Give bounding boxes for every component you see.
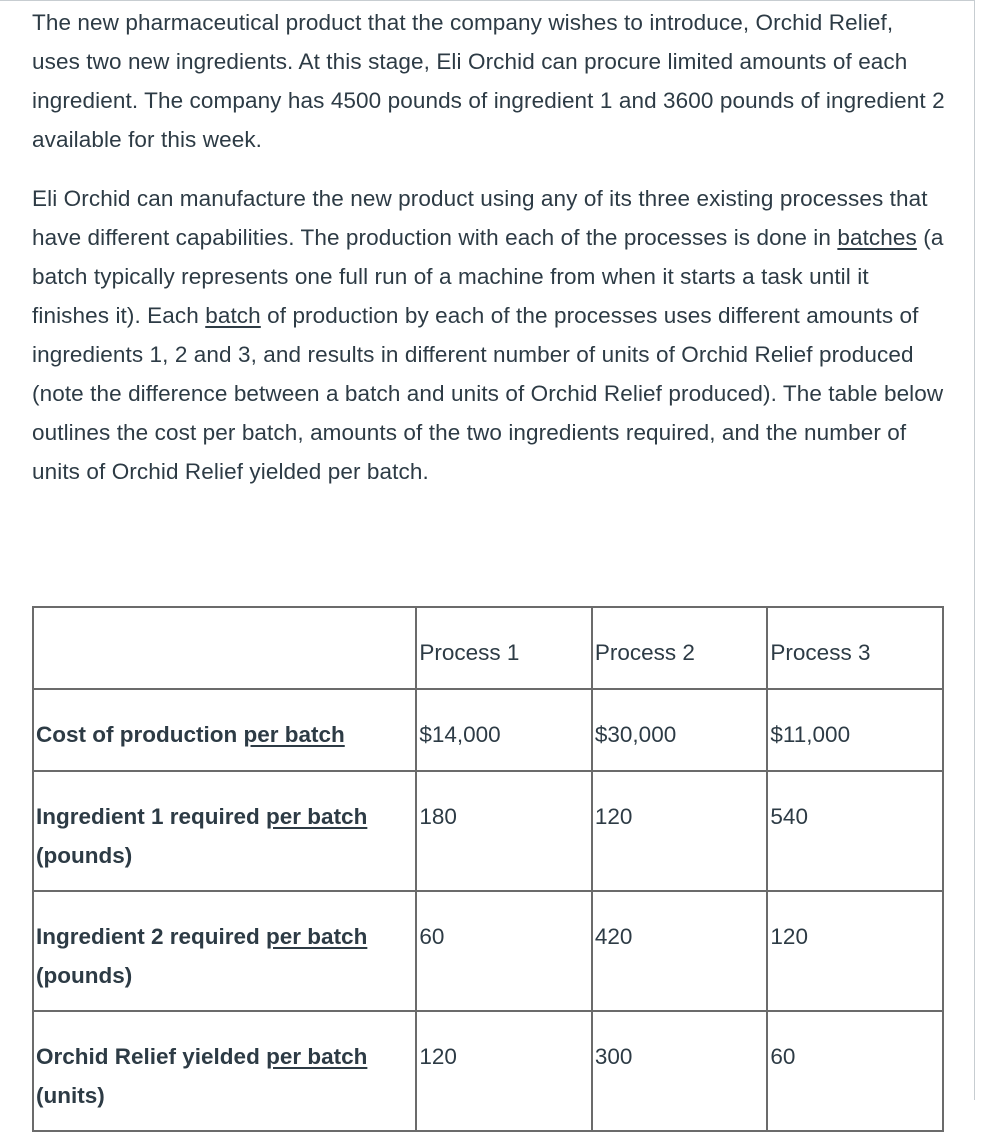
cell-ingredient-2-process-1: 60 (416, 891, 592, 1011)
process-paragraph-text: Eli Orchid can manufacture the new product using any of its three existing processes that have different capabilities. The production with each of the processes is done in (32, 186, 928, 250)
process-paragraph-text: of production by each of the processes uses different amounts of ingredients 1, 2 and 3, and results in different number of units of Orchid Relief produced (note the difference between a batch and units of Orchid Relief produced). The table below outlines the cost per batch, amounts of the two ingredients required, and the number of units of Orchid Relief yielded per batch. (32, 303, 944, 484)
cell-ingredient-2-process-2: 420 (592, 891, 768, 1011)
cell-yield-process-2: 300 (592, 1011, 768, 1131)
scroll-gutter (976, 0, 986, 1100)
row-label-text: Ingredient 1 required (36, 804, 267, 829)
intro-paragraph: The new pharmaceutical product that the company wishes to introduce, Orchid Relief, uses two new ingredients. At this stage, Eli Orchid can procure limited amounts of each ingredient. The company has 4500 pounds of ingredient 1 and 3600 pounds of ingredient 2 available for this week. (32, 10, 945, 152)
per-batch-term: per batch (243, 722, 345, 747)
cell-cost-process-2: $30,000 (592, 689, 768, 771)
per-batch-term: per batch (266, 924, 368, 949)
table-row (33, 891, 943, 1011)
cell-ingredient-2-process-3: 120 (767, 891, 943, 1011)
process-table (32, 606, 944, 1132)
cell-yield-process-1: 120 (416, 1011, 592, 1131)
per-batch-term: per batch (266, 804, 368, 829)
per-batch-term: per batch (266, 1044, 368, 1069)
table-row (33, 1011, 943, 1131)
process-paragraph (32, 179, 947, 491)
row-label-text: Cost of production (36, 722, 244, 747)
row-label-yield (33, 1011, 416, 1131)
table-header-row (33, 607, 943, 689)
table-header-process-2: Process 2 (592, 607, 768, 689)
cell-cost-process-3: $11,000 (767, 689, 943, 771)
row-label-text: Ingredient 2 required (36, 924, 267, 949)
table-header-cell-empty (33, 607, 416, 689)
table-header-process-1: Process 1 (416, 607, 592, 689)
table-row (33, 689, 943, 771)
row-label-ingredient-1 (33, 771, 416, 891)
batch-term: batch (205, 303, 261, 328)
table-header-process-3: Process 3 (767, 607, 943, 689)
row-label-ingredient-2 (33, 891, 416, 1011)
row-label-text: (pounds) (36, 843, 133, 868)
row-label-text: (units) (36, 1083, 105, 1108)
table-row (33, 771, 943, 891)
cell-cost-process-1: $14,000 (416, 689, 592, 771)
row-label-text: Orchid Relief yielded (36, 1044, 267, 1069)
process-paragraph-text: (a batch typically represents one full run of a machine from when it starts a task until it finishes it). Each (32, 225, 944, 328)
row-label-cost (33, 689, 416, 771)
cell-ingredient-1-process-2: 120 (592, 771, 768, 891)
row-label-text: (pounds) (36, 963, 133, 988)
batches-term: batches (837, 225, 917, 250)
cell-ingredient-1-process-3: 540 (767, 771, 943, 891)
cell-yield-process-3: 60 (767, 1011, 943, 1131)
cell-ingredient-1-process-1: 180 (416, 771, 592, 891)
